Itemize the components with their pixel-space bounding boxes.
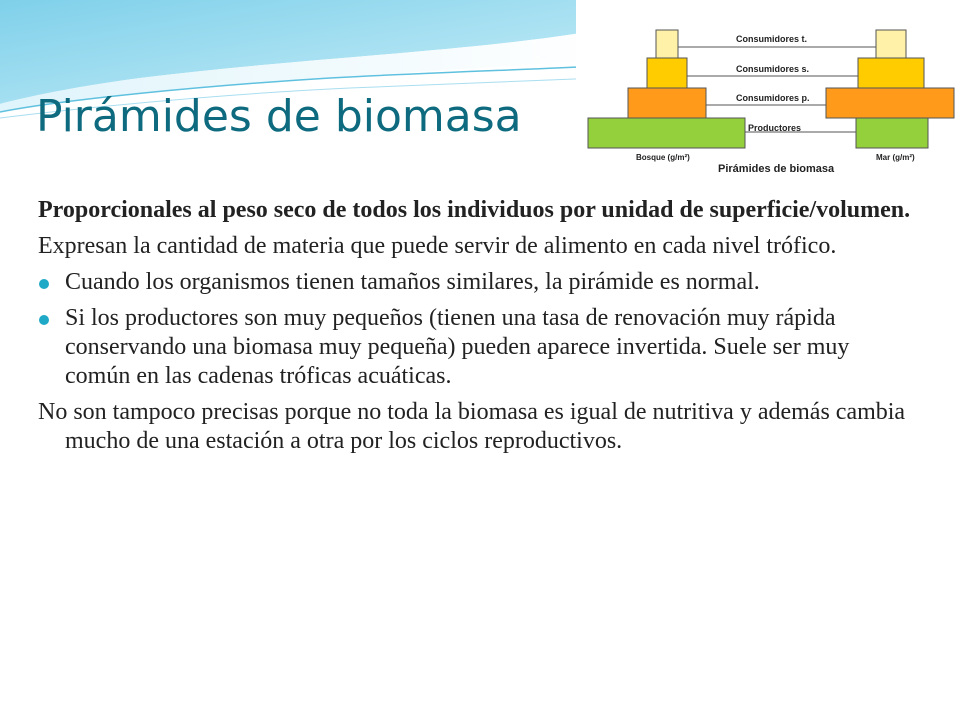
mar-consumidores-s-bar (858, 58, 924, 88)
bosque-consumidores-p-bar (628, 88, 706, 118)
bullet-text: Si los productores son muy pequeños (tienen una tasa de renovación muy rápida conservando una biomasa muy pequeña) pueden aparece invertida. Suele ser muy común en las cadenas tróficas acuáticas. (65, 305, 850, 389)
bullet-item (38, 268, 918, 297)
level-label-productores: Productores (748, 123, 802, 133)
bullet-icon (39, 315, 49, 325)
mar-consumidores-t-bar (876, 30, 906, 58)
mar-productores-bar (856, 118, 928, 148)
level-label-consumidores-p: Consumidores p. (736, 93, 810, 103)
level-label-consumidores-s: Consumidores s. (736, 64, 810, 74)
conclusion-paragraph: No son tampoco precisas porque no toda la biomasa es igual de nutritiva y además cambia mucho de una estación a otra por los ciclos reproductivos. (38, 399, 906, 454)
bullet-text: Cuando los organismos tienen tamaños similares, la pirámide es normal. (65, 269, 760, 295)
biomass-pyramid-figure (576, 0, 960, 180)
bosque-productores-bar (588, 118, 745, 148)
slide-body (38, 196, 918, 463)
pyramid-diagram (576, 0, 960, 180)
figure-caption: Pirámides de biomasa (718, 163, 835, 175)
mar-label: Mar (g/m²) (876, 153, 915, 162)
bullet-icon (39, 279, 49, 289)
bullet-item (38, 304, 918, 391)
level-label-consumidores-t: Consumidores t. (736, 34, 808, 44)
bosque-consumidores-t-bar (656, 30, 678, 58)
mar-consumidores-p-bar (826, 88, 954, 118)
bosque-consumidores-s-bar (647, 58, 687, 88)
intro-paragraph: Proporcionales al peso seco de todos los individuos por unidad de superficie/volumen. (38, 197, 911, 223)
bosque-label: Bosque (g/m²) (636, 153, 690, 162)
description-paragraph: Expresan la cantidad de materia que puede servir de alimento en cada nivel trófico. (38, 233, 837, 259)
slide-title: Pirámides de biomasa (36, 91, 522, 142)
